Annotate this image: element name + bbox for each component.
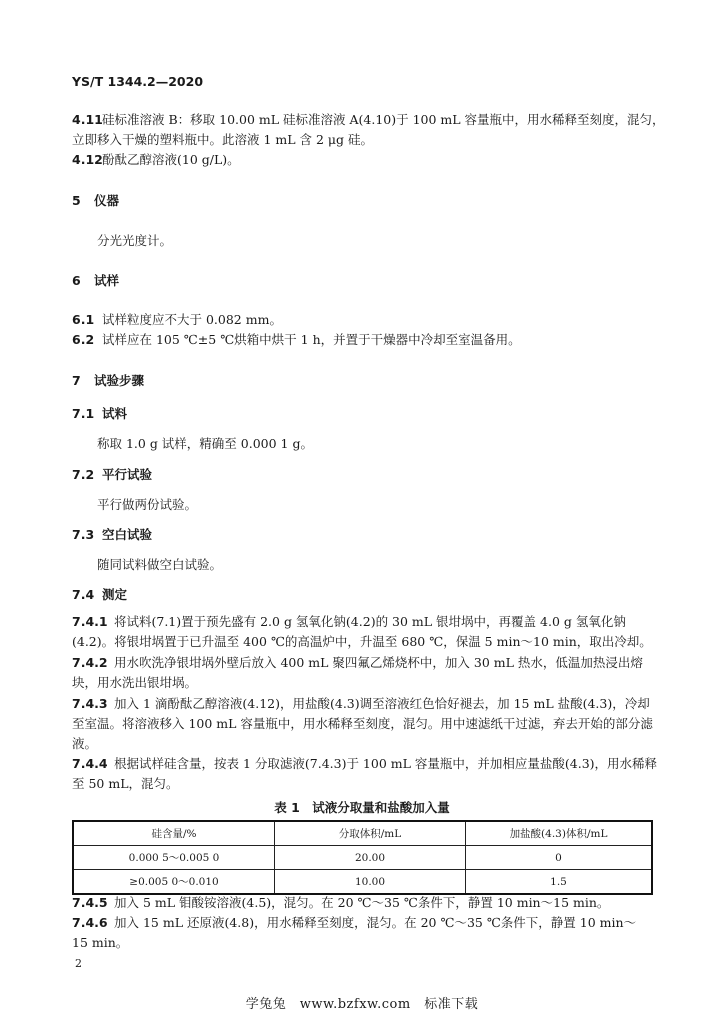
- clause-text: 根据试样硅含量，按表 1 分取滤液(7.4.3)于 100 mL 容量瓶中，并加相应量盐酸(4.3)，用水稀释: [114, 756, 658, 771]
- subsection-title: 平行试验: [102, 467, 153, 482]
- subsection-7-4-heading: [72, 587, 127, 603]
- clause-number: 7.4.3: [72, 696, 108, 711]
- subsection-title: 空白试验: [102, 527, 153, 542]
- section-5-heading: [72, 193, 119, 209]
- clause-7-4-3-line2: 至室温。将溶液移入 100 mL 容量瓶中，用水稀释至刻度，混匀。用中速滤纸干过滤，弃去开始的部分滤: [72, 716, 653, 731]
- clause-7-4-4-line1: [72, 756, 657, 772]
- subsection-7-1-text: 称取 1.0 g 试样，精确至 0.000 1 g。: [97, 436, 313, 451]
- section-number: 7: [72, 373, 81, 388]
- subsection-7-1-heading: [72, 406, 127, 422]
- subsection-7-2-heading: [72, 467, 152, 483]
- clause-text: 加入 15 mL 还原液(4.8)，用水稀释至刻度，混匀。在 20 ℃～35 ℃条件下，静置 10 min～: [114, 915, 637, 930]
- document-id: YS/T 1344.2—2020: [72, 74, 204, 89]
- subsection-number: 7.2: [72, 467, 95, 482]
- table-cell: 1.5: [466, 870, 653, 895]
- section-7-heading: [72, 373, 144, 389]
- clause-7-4-5: [72, 895, 609, 911]
- section-number: 6: [72, 273, 81, 288]
- page-number: 2: [75, 957, 82, 970]
- subsection-7-2-text: 平行做两份试验。: [97, 497, 198, 512]
- clause-7-4-4-line2: 至 50 mL，混匀。: [72, 776, 179, 791]
- clause-4-12: [72, 152, 240, 168]
- subsection-title: 试料: [102, 406, 128, 421]
- subsection-title: 测定: [102, 587, 128, 602]
- table-header-cell: 加盐酸(4.3)体积/mL: [466, 821, 653, 846]
- clause-text: 硅标准溶液 B：移取 10.00 mL 硅标准溶液 A(4.10)于 100 mL 容量瓶中，用水稀释至刻度，混匀，: [102, 112, 665, 127]
- clause-text: 用水吹洗净银坩埚外壁后放入 400 mL 聚四氟乙烯烧杯中，加入 30 mL 热水，低温加热浸出熔: [114, 655, 643, 670]
- clause-4-11-line1: [72, 112, 665, 128]
- clause-7-4-3-line1: [72, 696, 650, 712]
- clause-7-4-6-line1: [72, 915, 636, 931]
- clause-7-4-6-line2: 15 min。: [72, 935, 129, 950]
- clause-7-4-2-line1: [72, 655, 643, 671]
- table-header-cell: 分取体积/mL: [275, 821, 466, 846]
- clause-4-11-line2: 立即移入干燥的塑料瓶中。此溶液 1 mL 含 2 μg 硅。: [72, 132, 374, 147]
- clause-7-4-1-line2: (4.2)。将银坩埚置于已升温至 400 ℃的高温炉中，升温至 680 ℃，保温 5 min～10 min，取出冷却。: [72, 634, 652, 649]
- clause-number: 6.1: [72, 312, 95, 327]
- clause-number: 7.4.5: [72, 895, 108, 910]
- table-header-row: [73, 821, 652, 846]
- clause-number: 7.4.1: [72, 614, 108, 629]
- table-cell: 0: [466, 846, 653, 870]
- subsection-7-3-heading: [72, 527, 152, 543]
- table-cell: 0.000 5～0.005 0: [73, 846, 275, 870]
- table-row: [73, 870, 652, 895]
- clause-text: 试样粒度应不大于 0.082 mm。: [102, 312, 282, 327]
- clause-6-2: [72, 332, 521, 348]
- section-6-heading: [72, 273, 119, 289]
- subsection-number: 7.4: [72, 587, 95, 602]
- section-title: 试验步骤: [94, 373, 145, 388]
- table-cell: ≥0.005 0～0.010: [73, 870, 275, 895]
- clause-number: 7.4.6: [72, 915, 108, 930]
- subsection-number: 7.3: [72, 527, 95, 542]
- clause-text: 试样应在 105 ℃±5 ℃烘箱中烘干 1 h，并置于干燥器中冷却至室温备用。: [102, 332, 521, 347]
- section-title: 试样: [94, 273, 120, 288]
- clause-text: 将试料(7.1)置于预先盛有 2.0 g 氢氧化钠(4.2)的 30 mL 银坩埚中，再覆盖 4.0 g 氢氧化钠: [114, 614, 626, 629]
- table-cell: 20.00: [275, 846, 466, 870]
- subsection-number: 7.1: [72, 406, 95, 421]
- section-number: 5: [72, 193, 81, 208]
- footer-watermark: 学兔兔 www.bzfxw.com 标准下载: [245, 997, 479, 1012]
- subsection-7-3-text: 随同试料做空白试验。: [97, 557, 223, 572]
- table-header-cell: 硅含量/%: [73, 821, 275, 846]
- clause-number: 4.11: [72, 112, 103, 127]
- clause-7-4-3-line3: 液。: [72, 736, 98, 751]
- table-row: [73, 846, 652, 870]
- table-1-caption: 表 1 试液分取量和盐酸加入量: [274, 800, 450, 815]
- clause-text: 加入 1 滴酚酞乙醇溶液(4.12)，用盐酸(4.3)调至溶液红色恰好褪去，加 15 mL 盐酸(4.3)，冷却: [114, 696, 650, 711]
- section-title: 仪器: [94, 193, 120, 208]
- clause-6-1: [72, 312, 282, 328]
- table-1: [72, 820, 653, 895]
- clause-number: 7.4.4: [72, 756, 108, 771]
- clause-number: 6.2: [72, 332, 95, 347]
- clause-7-4-2-line2: 块，用水洗出银坩埚。: [72, 675, 198, 690]
- clause-text: 酚酞乙醇溶液(10 g/L)。: [102, 152, 240, 167]
- clause-7-4-1-line1: [72, 614, 626, 630]
- clause-text: 加入 5 mL 钼酸铵溶液(4.5)，混匀。在 20 ℃～35 ℃条件下，静置 10 min～15 min。: [114, 895, 610, 910]
- section-5-text: 分光光度计。: [97, 233, 173, 248]
- clause-number: 4.12: [72, 152, 103, 167]
- clause-number: 7.4.2: [72, 655, 108, 670]
- table-cell: 10.00: [275, 870, 466, 895]
